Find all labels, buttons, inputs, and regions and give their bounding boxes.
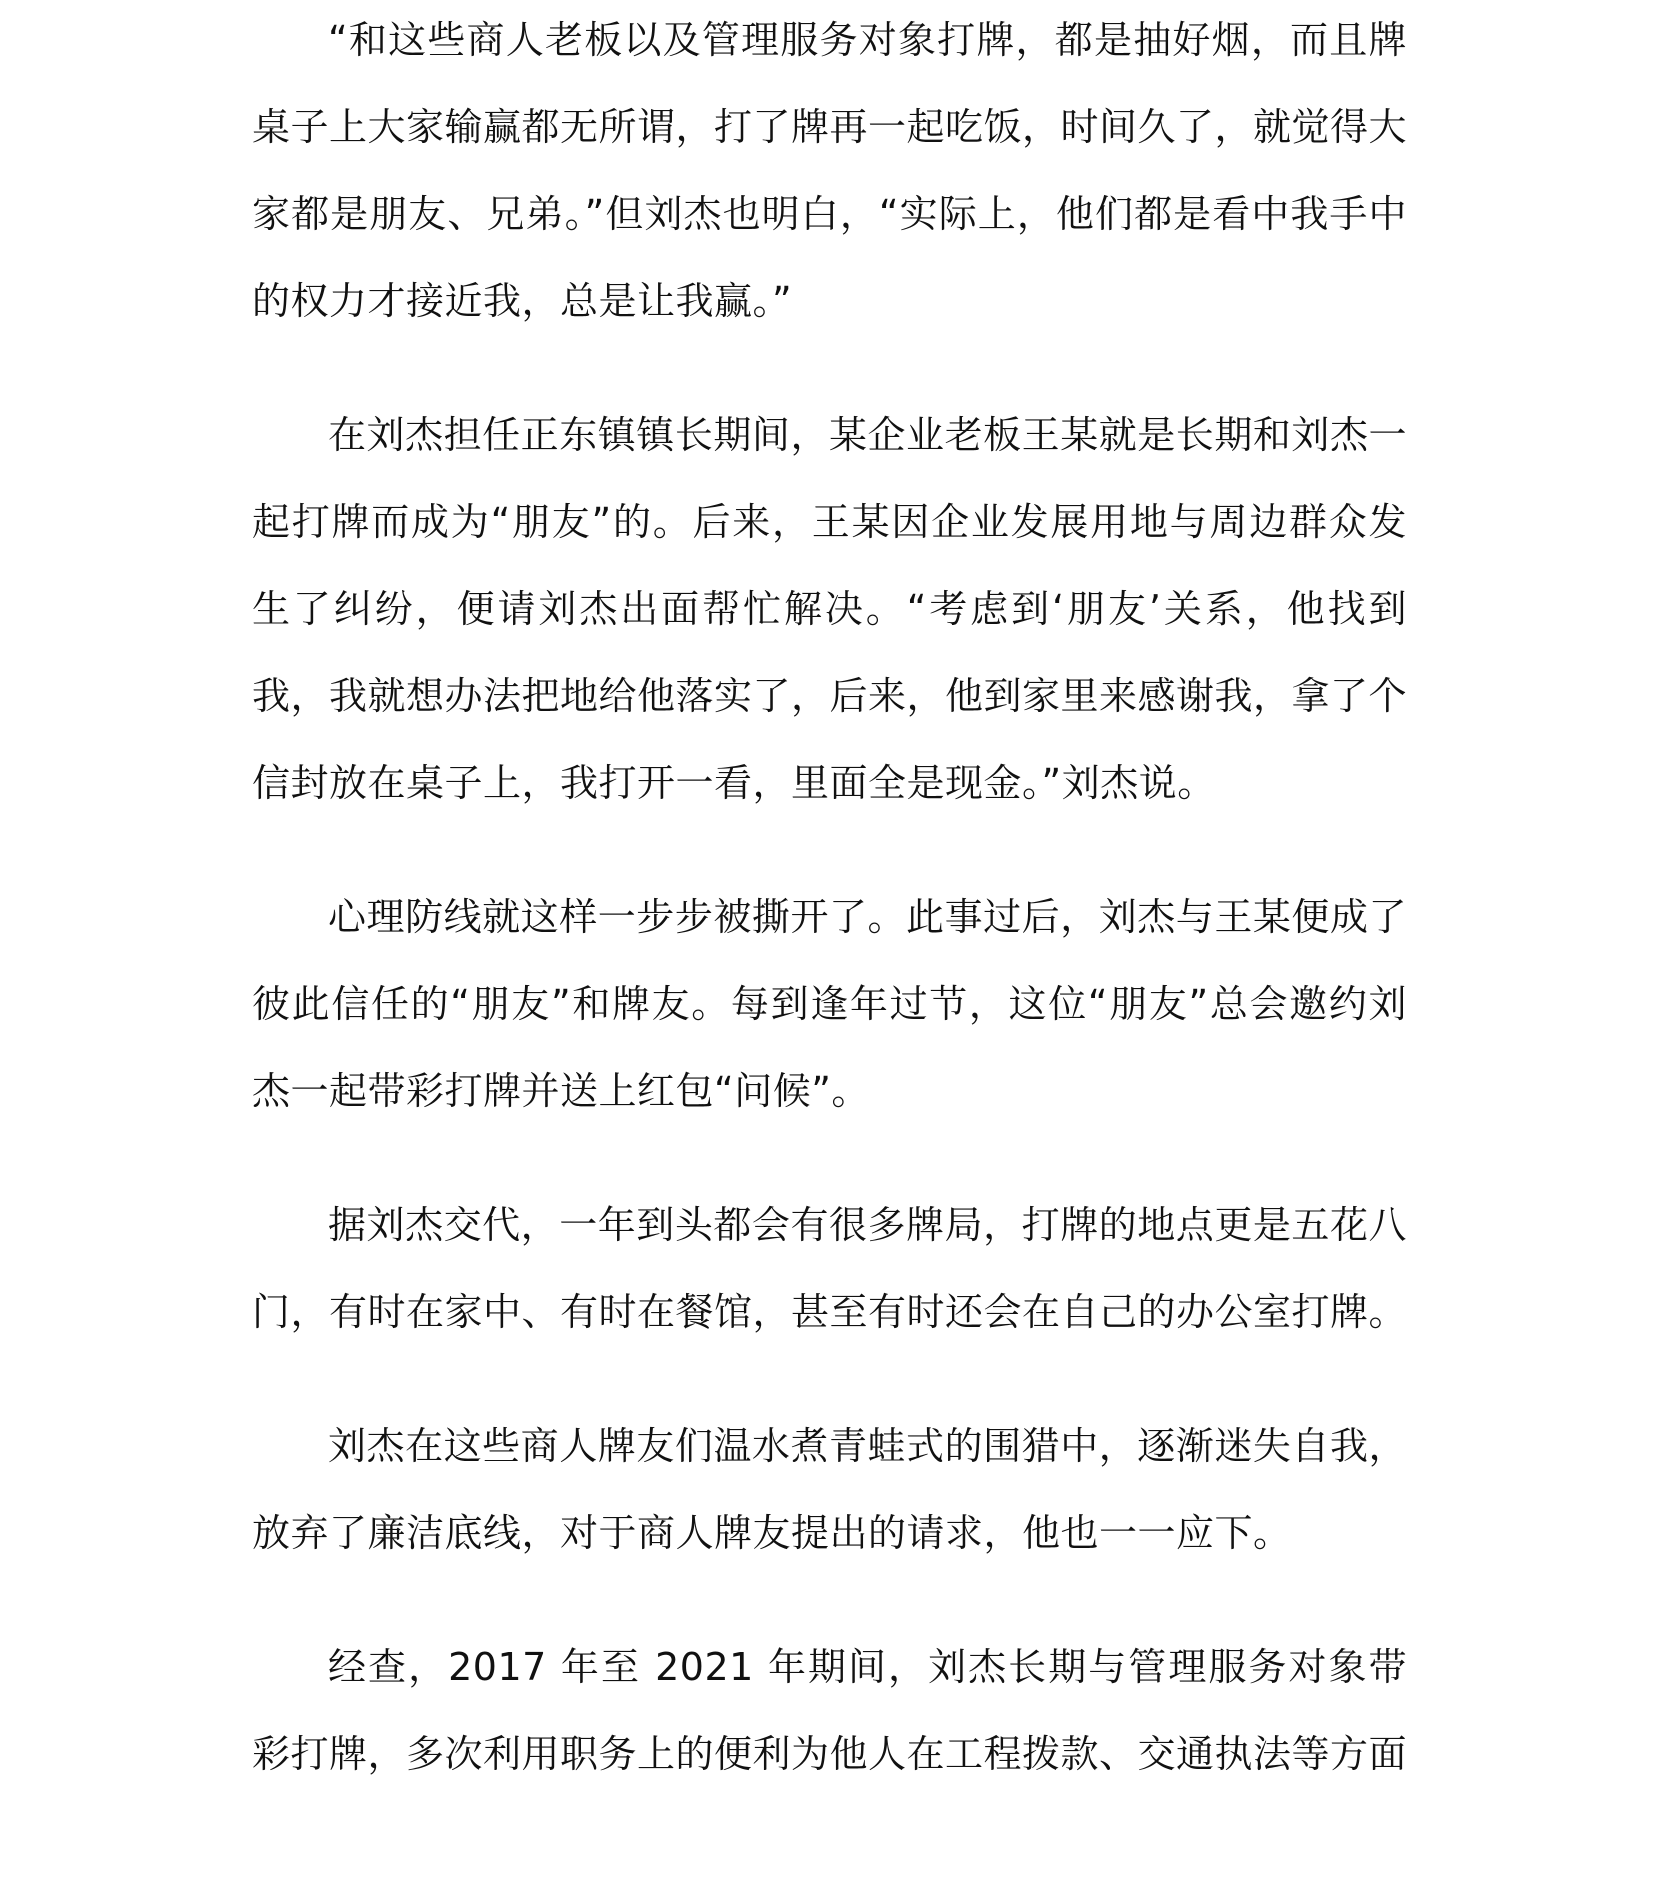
paragraph-5: 刘杰在这些商人牌友们温水煮青蛙式的围猎中，逐渐迷失自我，放弃了廉洁底线，对于商人牌友提出的请求，他也一一应下。: [252, 1424, 1407, 1555]
paragraph-3: 心理防线就这样一步步被撕开了。此事过后，刘杰与王某便成了彼此信任的“朋友”和牌友。每到逢年过节，这位“朋友”总会邀约刘杰一起带彩打牌并送上红包“问候”。: [252, 895, 1407, 1113]
paragraph-4: 据刘杰交代，一年到头都会有很多牌局，打牌的地点更是五花八门，有时在家中、有时在餐馆，甚至有时还会在自己的办公室打牌。: [252, 1203, 1408, 1334]
article-body: [252, 0, 1407, 1798]
paragraph-2: 在刘杰担任正东镇镇长期间，某企业老板王某就是长期和刘杰一起打牌而成为“朋友”的。后来，王某因企业发展用地与周边群众发生了纠纷，便请刘杰出面帮忙解决。“考虑到‘朋友’关系，他找到我，我就想办法把地给他落实了，后来，他到家里来感谢我，拿了个信封放在桌子上，我打开一看，里面全是现金。”刘杰说。: [252, 413, 1408, 805]
paragraph-1: “和这些商人老板以及管理服务对象打牌，都是抽好烟，而且牌桌子上大家输赢都无所谓，打了牌再一起吃饭，时间久了，就觉得大家都是朋友、兄弟。”但刘杰也明白，“实际上，他们都是看中我手中的权力才接近我，总是让我赢。”: [252, 18, 1408, 323]
paragraph-6: 经查，2017 年至 2021 年期间，刘杰长期与管理服务对象带彩打牌，多次利用职务上的便利为他人在工程拨款、交通执法等方面: [252, 1645, 1408, 1776]
